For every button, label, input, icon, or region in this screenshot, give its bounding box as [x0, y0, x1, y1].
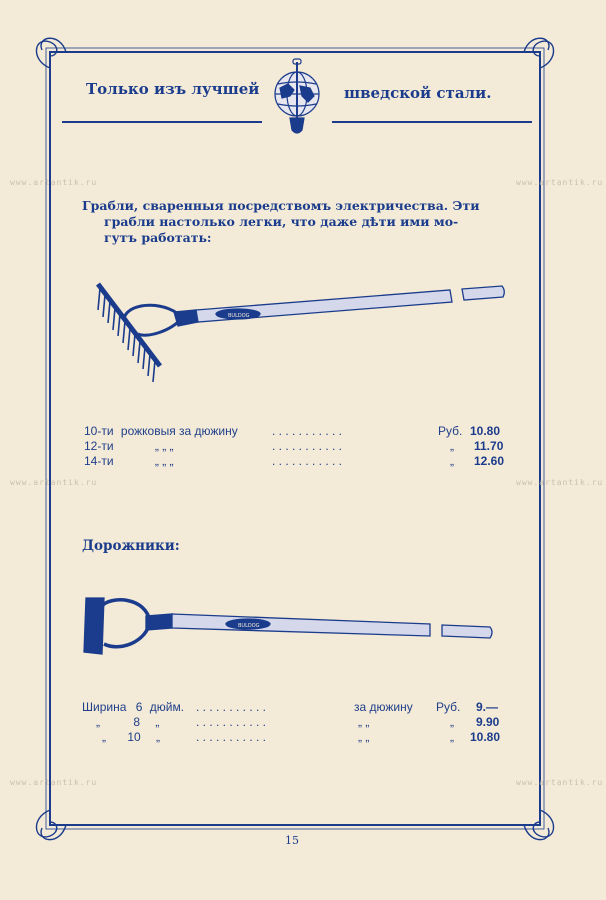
watermark: www.artantik.ru — [516, 478, 604, 487]
globe-spade-icon — [266, 58, 328, 138]
per-dozen: „ „ — [358, 730, 370, 744]
hoe-unit: дюйм. — [149, 700, 185, 714]
hoe-prefix: „ — [96, 715, 100, 729]
rake-price-row — [84, 454, 174, 468]
dot-leader: . . . . . . . . . . . — [272, 454, 343, 468]
dot-leader: . . . . . . . . . . . — [272, 439, 343, 453]
currency: „ — [450, 730, 454, 744]
dot-leader: . . . . . . . . . . . — [272, 424, 343, 438]
page-number: 15 — [285, 834, 299, 847]
dot-leader: . . . . . . . . . . . — [196, 715, 267, 729]
hoe-width: 8 — [133, 715, 141, 729]
dot-leader: . . . . . . . . . . . — [196, 730, 267, 744]
currency: „ — [450, 715, 454, 729]
price-value: 9.90 — [476, 715, 500, 729]
hoe-price-row — [102, 730, 160, 744]
currency: „ — [450, 439, 454, 453]
rake-price-row — [84, 424, 238, 438]
hoe-prefix: Ширина — [82, 700, 127, 714]
rake-desc: „ „ „ — [154, 439, 174, 453]
rakes-description-line-2: грабли настолько легки, что даже дѣти ими мо- — [104, 214, 459, 229]
price-value: 10.80 — [470, 424, 501, 438]
watermark: www.artantik.ru — [10, 478, 98, 487]
rake-size: 12-ти — [84, 439, 114, 453]
brand-label: BULDOG — [228, 313, 250, 319]
hoe-unit: „ — [155, 715, 160, 729]
per-dozen: за дюжину — [354, 700, 413, 714]
hoe-price-row — [82, 700, 184, 714]
rakes-description-line-1: Грабли, сваренныя посредствомъ электричества. Эти — [82, 198, 480, 213]
rake-size: 10-ти — [84, 424, 114, 438]
brand-label: BULDOG — [238, 623, 260, 629]
watermark: www.artantik.ru — [516, 778, 604, 787]
hoe-illustration — [80, 592, 500, 662]
price-value: 9.— — [476, 700, 499, 714]
rake-illustration — [90, 270, 510, 400]
hoe-width: 6 — [135, 700, 143, 714]
hoe-price-row — [96, 715, 159, 729]
rake-desc: „ „ „ — [154, 454, 174, 468]
rake-price-row — [84, 439, 174, 453]
per-dozen: „ „ — [358, 715, 370, 729]
currency: „ — [450, 454, 454, 468]
rake-size: 14-ти — [84, 454, 114, 468]
dot-leader: . . . . . . . . . . . — [196, 700, 267, 714]
hoe-width: 10 — [127, 730, 141, 744]
hoe-unit: „ — [156, 730, 161, 744]
hoes-title: Дорожники: — [82, 538, 180, 554]
header-right-text: шведской стали. — [344, 84, 492, 102]
price-value: 11.70 — [474, 439, 504, 453]
currency: Руб. — [438, 424, 463, 438]
hoe-prefix: „ — [102, 730, 106, 744]
watermark: www.artantik.ru — [10, 778, 98, 787]
currency: Руб. — [436, 700, 461, 714]
watermark: www.artantik.ru — [516, 178, 604, 187]
watermark: www.artantik.ru — [10, 178, 98, 187]
price-value: 10.80 — [470, 730, 501, 744]
price-value: 12.60 — [474, 454, 505, 468]
rake-desc: рожковыя за дюжину — [120, 424, 238, 438]
header-left-text: Только изъ лучшей — [86, 80, 260, 98]
rakes-description-line-3: гутъ работать: — [104, 230, 212, 245]
